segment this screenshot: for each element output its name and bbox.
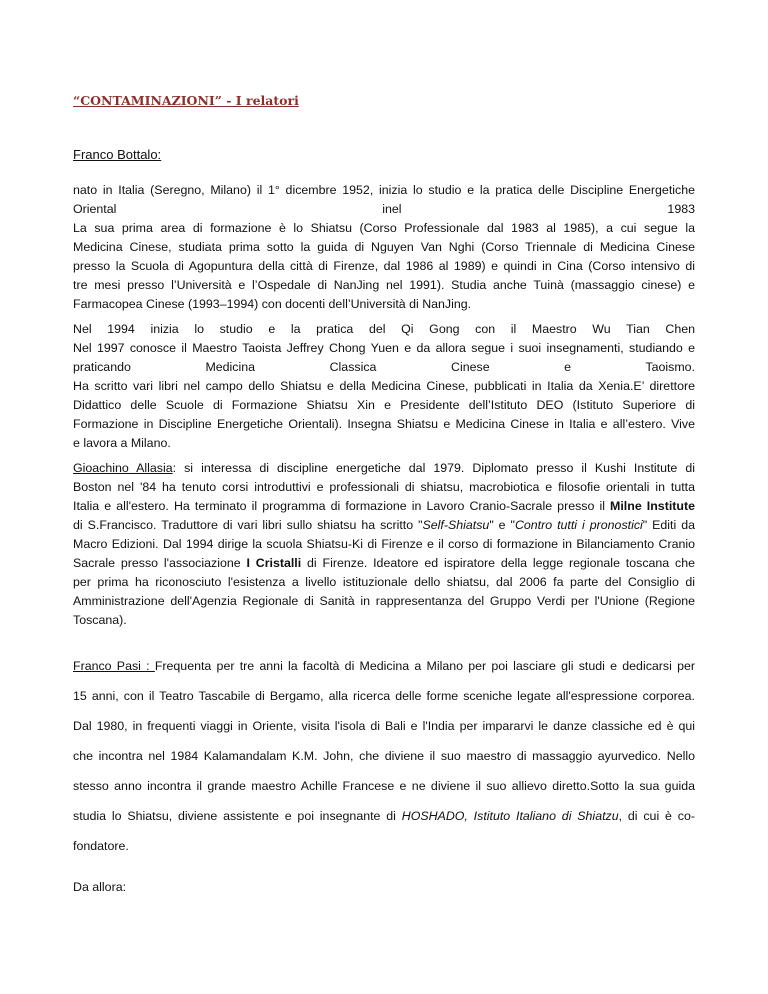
text-line: Nel 1994 inizia lo studio e la pratica del Qi Gong con il Maestro Wu Tian Chen <box>73 322 695 336</box>
bio-bottalo-paragraph-2 <box>73 320 695 453</box>
text-line: di S.Francisco. Traduttore di vari libri sullo shiatsu ha scritto "Self-Shiatsu" e "Contro tutti i pronostici" Editi da <box>73 518 695 532</box>
association-name: I Cristalli <box>246 556 302 570</box>
text-line: e lavora a Milano. <box>73 436 171 450</box>
text-line: Farmacopea Cinese (1993–1994) con docenti dell’Università di NanJing. <box>73 297 472 311</box>
text-line: studia lo Shiatsu, diviene assistente e poi insegnante di HOSHADO, Istituto Italiano di Shiatzu, di cui è co- <box>73 809 695 823</box>
text-line: che incontra nel 1984 Kalamandalam K.M. John, che diviene il suo maestro di massaggio ayurvedico. Nello <box>73 749 695 763</box>
bio-allasia <box>73 459 695 630</box>
speaker-name-pasi: Franco Pasi : <box>73 659 155 673</box>
text-line: Italia e all'estero. Ha terminato il programma di formazione in Lavoro Cranio-Sacrale presso il Milne Institute <box>73 499 695 513</box>
text-line: Boston nel '84 ha tenuto corsi introduttivi e professionali di shiatsu, macrobiotica e filosofie orientali in tutta <box>73 480 695 494</box>
text-line: Nel 1997 conosce il Maestro Taoista Jeffrey Chong Yuen e da allora segue i suoi insegnamenti, studiando e <box>73 341 695 355</box>
text-line: Da allora: <box>73 880 127 894</box>
da-allora-paragraph <box>73 878 695 897</box>
text-line: Formazione in Discipline Energetiche Orientali). Insegna Shiatsu e Medicina Cinese in Italia e all’estero. Vive <box>73 417 695 431</box>
text-line: Ha scritto vari libri nel campo dello Shiatsu e della Medicina Cinese, pubblicati in Italia da Xenia.E’ direttore <box>73 379 695 393</box>
book-title: Self-Shiatsu <box>422 518 490 532</box>
speaker-name-bottalo: Franco Bottalo: <box>73 147 162 162</box>
text-line: fondatore. <box>73 839 129 853</box>
text-line: Dal 1980, in frequenti viaggi in Oriente, visita l'isola di Bali e l'India per impararvi le danze classiche ed è qui <box>73 719 695 733</box>
text-line: Medicina Cinese, studiata prima sotto la guida di Nguyen Van Nghi (Corso Triennale di Medicina Cinese <box>73 240 695 254</box>
document-heading: “CONTAMINAZIONI” - I relatori <box>73 93 299 108</box>
text-line: Franco Pasi : Frequenta per tre anni la facoltà di Medicina a Milano per poi lasciare gli studi e dedicarsi per <box>73 659 696 673</box>
text-line: Didattico delle Scuole di Formazione Shiatsu Xin e Presidente dell’Istituto DEO (Istituto Superiore di <box>73 398 695 412</box>
text-line: per prima ha riconosciuto l'esistenza a livello istituzionale dello shiatsu, dal 2006 fa parte del Consiglio di <box>73 575 695 589</box>
institute-name: Milne Institute <box>610 499 695 513</box>
text-line: tre mesi presso l’Università e l’Ospedale di NanJing nel 1991). Studia anche Tuinà (massaggio cinese) e <box>73 278 695 292</box>
text-line: Toscana). <box>73 613 127 627</box>
document-page <box>73 0 695 994</box>
speaker-name-allasia: Gioachino Allasia <box>73 461 173 475</box>
institute-name: HOSHADO, Istituto Italiano di Shiatzu <box>401 809 619 823</box>
text-line: Gioachino Allasia: si interessa di discipline energetiche dal 1979. Diplomato presso il Kushi Institute di <box>73 461 695 475</box>
text-line: stesso anno incontra il grande maestro Achille Francese e ne diviene il suo allievo diretto.Sotto la sua guida <box>73 779 695 793</box>
text-line: Sacrale presso l'associazione I Cristalli di Firenze. Ideatore ed ispiratore della legge regionale toscana che <box>73 556 695 570</box>
text-line: praticando Medicina Classica Cinese e Taoismo. <box>73 360 695 374</box>
text-line: 15 anni, con il Teatro Tascabile di Bergamo, alla ricerca delle forme sceniche legate all'espressione corporea. <box>73 689 695 703</box>
text-line: Macro Edizioni. Dal 1994 dirige la scuola Shiatsu-Ki di Firenze e il corso di formazione in Bilanciamento Cranio <box>73 537 695 551</box>
book-title: Contro tutti i pronostici <box>514 518 643 532</box>
text-line: presso la Scuola di Agopuntura della città di Firenze, dal 1986 al 1989) e quindi in Cina (Corso intensivo di <box>73 259 695 273</box>
text-line: La sua prima area di formazione è lo Shiatsu (Corso Professionale dal 1983 al 1985), a cui segue la <box>73 221 695 235</box>
text-line: Amministrazione dell'Agenzia Regionale di Sanità in rappresentanza del Gruppo Verdi per l'Unione (Regione <box>73 594 695 608</box>
bio-pasi <box>73 651 695 861</box>
text-line: nato in Italia (Seregno, Milano) il 1° dicembre 1952, inizia lo studio e la pratica delle Discipline Energetiche <box>73 183 695 197</box>
text-line: Oriental inel 1983 <box>73 202 695 216</box>
bio-bottalo-paragraph-1 <box>73 181 695 314</box>
